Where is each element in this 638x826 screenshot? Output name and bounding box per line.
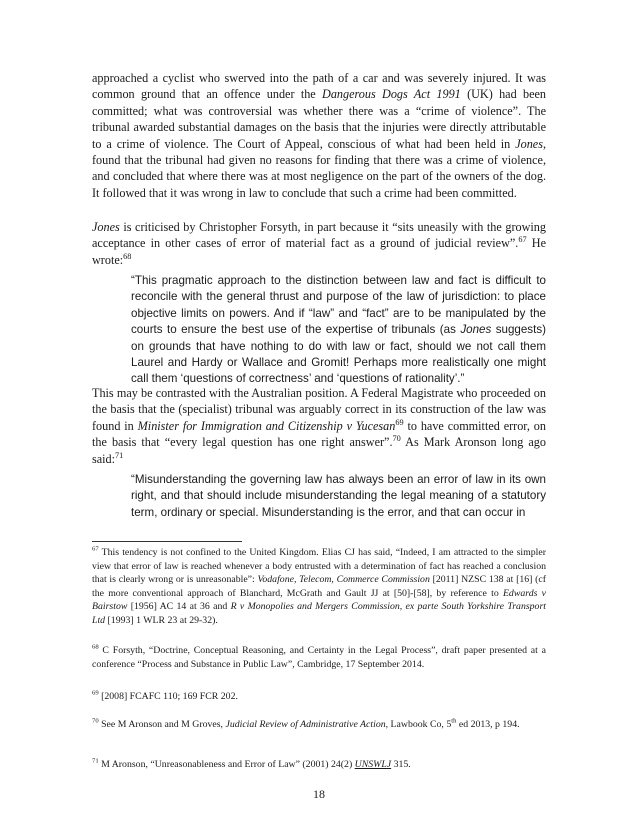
- text-run: [2008] FCAFC 110; 169 FCR 202.: [98, 691, 238, 702]
- journal-name: UNSWLJ: [354, 759, 392, 770]
- text-run: is criticised by Christopher Forsyth, in part because it “sits uneasily with the growing acceptance in other cases of error of material fact as a ground of judicial review”.: [92, 220, 546, 251]
- body-paragraph-1: [92, 70, 546, 201]
- text-run: , Lawbook Co, 5: [385, 719, 452, 730]
- text-run: See M Aronson and M Groves,: [98, 719, 226, 730]
- footnote-ref[interactable]: 69: [395, 417, 404, 427]
- footnote-71: [92, 758, 546, 772]
- footnote-separator: [92, 541, 242, 542]
- text-run: C Forsyth, “Doctrine, Conceptual Reasoning, and Certainty in the Legal Process”, draft paper presented at a conference “Process and Substance in Public Law”, Cambridge, 17 September 2014.: [92, 645, 546, 670]
- footnote-ref[interactable]: 71: [115, 450, 124, 460]
- case-name: Jones: [460, 323, 492, 337]
- text-run: 315.: [391, 759, 411, 770]
- text-run: [1956] AC 14 at 36 and: [127, 601, 231, 613]
- page-number: 18: [313, 787, 325, 801]
- case-name: Jones: [92, 220, 120, 234]
- footnote-69: [92, 690, 546, 704]
- footnote-ref[interactable]: 67: [518, 235, 527, 245]
- block-quote-2: [131, 472, 546, 521]
- footnote-ref[interactable]: 70: [392, 434, 401, 444]
- footnote-number: 69: [92, 689, 99, 697]
- text-run: , found that the tribunal had given no reasons for finding that there was a crime of violence, and concluded that where there was at most negligence on the part of the owners of the dog. It followed that it was wrong in law to conclude that such a crime had been committed.: [92, 136, 546, 200]
- text-run: This tendency is not confined to the United Kingdom. Elias CJ has said, “Indeed, I am attracted to the simpler view that error of law is reached whenever a body entrusted with a determination of fact has reached a conclusion that is clearly wrong or is unreasonable”:: [92, 547, 546, 586]
- book-title: Judicial Review of Administrative Action: [225, 719, 386, 730]
- text-run: “Misunderstanding the governing law has always been an error of law in its own right, and that should include misunderstanding the legal meaning of a statutory term, ordinary or special. Misunderstanding is the error, and that can occur in: [131, 473, 546, 519]
- case-name: Edwards v Bairstow: [92, 587, 546, 613]
- text-run: He wrote:: [92, 236, 546, 267]
- text-run: M Aronson, “Unreasonableness and Error of Law” (2001) 24(2): [98, 759, 355, 770]
- text-run: ed 2013, p 194.: [456, 719, 520, 730]
- ordinal-suffix: th: [451, 717, 457, 725]
- text-run: [1993] 1 WLR 23 at 29-32).: [105, 614, 218, 626]
- text-run: This may be contrasted with the Australian position. A Federal Magistrate who proceeded on the basis that the (specialist) tribunal was arguably correct in its construction of the law was found in: [92, 386, 546, 433]
- text-run: approached a cyclist who swerved into the path of a car and was severely injured. It was common ground that an offence under the: [92, 71, 546, 102]
- body-paragraph-2: [92, 219, 546, 268]
- text-run: (UK) had been committed; what was controversial was whether there was a “crime of violence”. The tribunal awarded substantial damages on the basis that the injuries were directly attributable to a crime of violence. The Court of Appeal, conscious of what had been held in: [92, 87, 546, 151]
- footnote-number: 68: [92, 643, 99, 651]
- text-run: to have committed error, on the basis that “every legal question has one right answer”.: [92, 418, 546, 450]
- text-run: “This pragmatic approach to the distinction between law and fact is difficult to reconcile with the general thrust and purpose of the law of jurisdiction: to place objective limits on powers. And if “law” and “fact” are to be manipulated by the courts to ensure the best use of the expertise of tribunals (as: [131, 274, 546, 337]
- case-name: Minister for Immigration and Citizenship v Yucesan: [137, 418, 396, 433]
- footnote-ref[interactable]: 68: [123, 251, 132, 261]
- case-name: R v Monopolies and Mergers Commission, ex parte South Yorkshire Transport Ltd: [92, 601, 546, 626]
- footnote-number: 70: [92, 717, 99, 725]
- footnote-67: [92, 546, 546, 628]
- text-run: [2011] NZSC 138 at [16] (cf the more conventional approach of Blanchard, McGrath and Gault JJ at [50]-[58], by reference to: [92, 574, 547, 599]
- block-quote-1: [131, 273, 546, 388]
- text-run: As Mark Aronson long ago said:: [92, 435, 546, 466]
- footnote-number: 71: [92, 757, 99, 765]
- body-paragraph-3: [92, 385, 546, 467]
- case-name: Vodafone, Telecom, Commerce Commission: [257, 574, 430, 586]
- footnote-68: [92, 644, 546, 671]
- case-name: Jones: [515, 136, 543, 151]
- footnote-70: [92, 718, 546, 732]
- footnote-number: 67: [92, 545, 99, 553]
- text-run: suggests) on grounds that have nothing to do with law or fact, should we not call them Laurel and Hardy or Wallace and Gromit! Perhaps more realistically one might call them ‘questions of correctness’ and ‘questions of rationality’.”: [131, 323, 546, 386]
- statute-name: Dangerous Dogs Act 1991: [322, 87, 461, 102]
